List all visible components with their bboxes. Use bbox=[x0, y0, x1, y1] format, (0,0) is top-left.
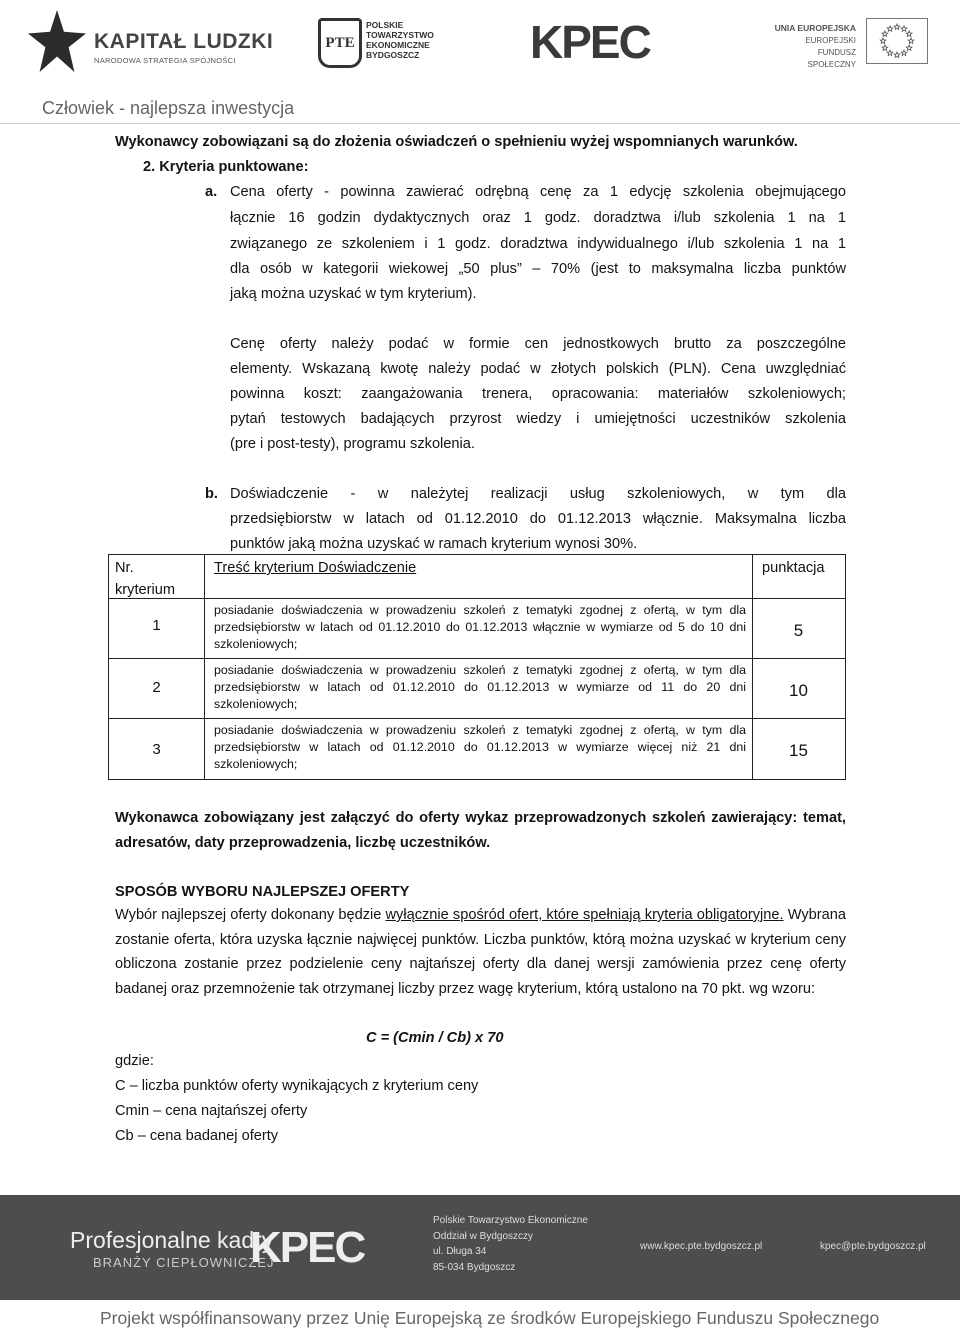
item-a-label: a. bbox=[205, 184, 218, 200]
eu-star-icon bbox=[882, 31, 888, 36]
table-header-tresc: Treść kryterium Doświadczenie bbox=[214, 560, 417, 576]
item-b-line: Doświadczenie - w należytej realizacji usług szkoleniowych, w tym dla bbox=[230, 486, 846, 502]
eu-star-icon bbox=[894, 24, 900, 29]
item-a-line: łącznie 16 godzin dydaktycznych oraz 1 godz. doradztwa i/lub szkolenia 1 na 1 bbox=[230, 210, 846, 226]
pte-text: POLSKIE TOWARZYSTWO EKONOMICZNE BYDGOSZCZ bbox=[366, 20, 434, 60]
eu-star-icon bbox=[906, 31, 912, 36]
eu-star-icon bbox=[887, 50, 893, 55]
eu-star-icon bbox=[880, 38, 886, 43]
kpec-logo: KPEC bbox=[530, 16, 650, 68]
table-header-punktacja: punktacja bbox=[762, 560, 825, 576]
footer-website[interactable]: www.kpec.pte.bydgoszcz.pl bbox=[640, 1241, 763, 1252]
table-row-divider bbox=[109, 658, 845, 659]
table-header-nr-line1: Nr. bbox=[115, 560, 134, 576]
price-line: pytań testowych badających przyrost wiedzy i umiejętności uczestników szkolenia bbox=[230, 411, 846, 427]
eu-line2: EUROPEJSKI FUNDUSZ SPOŁECZNY bbox=[805, 36, 856, 69]
item-b-label: b. bbox=[205, 486, 218, 502]
footer-project-note: Projekt współfinansowany przez Unię Europejską ze środków Europejskiego Funduszu Społecznego bbox=[100, 1308, 880, 1328]
selection-underlined: wyłącznie spośród ofert, które spełniają kryteria obligatoryjne. bbox=[385, 907, 784, 923]
eu-star-icon bbox=[908, 38, 914, 43]
table-row-nr: 1 bbox=[152, 617, 161, 634]
kapital-ludzki-subtitle: NARODOWA STRATEGIA SPÓJNOŚCI bbox=[94, 56, 236, 65]
table-row-divider bbox=[109, 598, 845, 599]
where-label: gdzie: bbox=[115, 1053, 154, 1069]
eu-star-icon bbox=[901, 50, 907, 55]
table-row-text: posiadanie doświadczenia w prowadzeniu szkoleń z tematyki zgodnej z ofertą, w tym dla przedsiębiorstw w latach od 01.12.2010 do 01.12.2013 w wymiarze więcej niż 21 dni szkoleniowych; bbox=[214, 723, 746, 771]
table-header-nr-line2: kryterium bbox=[115, 582, 175, 598]
footer-address: Polskie Towarzystwo Ekonomiczne Oddział w Bydgoszczy ul. Długa 34 85-034 Bydgoszcz bbox=[433, 1215, 588, 1273]
selection-rest: Wybrana zostanie oferta, która uzyska łącznie najwięcej punktów. Liczba punktów, którą można uzyskać w kryterium ceny obliczona zostanie przez podzielenie ceny najtańszej oferty dla danej wersji zamówienia przez cenę oferty badanej oraz przemnożenie tak otrzymanej liczby przez wagę kryterium, którą ustalono na 70 pkt. wg wzoru: bbox=[115, 907, 846, 997]
table-row-nr: 3 bbox=[152, 741, 161, 758]
footer-brand: Profesjonalne kadry bbox=[70, 1227, 274, 1253]
table-row-points: 10 bbox=[789, 681, 808, 700]
price-line: elementy. Wskazaną kwotę należy podać w złotych polskich (PLN). Cena uwzględniać bbox=[230, 361, 846, 377]
item-a-line: Cena oferty - powinna zawierać odrębną cenę za 1 edycję szkolenia obejmującego bbox=[230, 184, 846, 200]
eu-flag-icon bbox=[866, 18, 928, 64]
table-col-divider bbox=[204, 555, 205, 779]
table-row-nr: 2 bbox=[152, 679, 161, 696]
item-b-line: punktów jaką można uzyskać w ramach kryterium wynosi 30%. bbox=[230, 536, 638, 552]
eu-line1: UNIA EUROPEJSKA bbox=[774, 23, 856, 33]
pte-logo bbox=[318, 18, 468, 68]
definition-c: C – liczba punktów oferty wynikających z kryterium ceny bbox=[115, 1078, 479, 1094]
footer-kpec-logo: KPEC bbox=[250, 1223, 365, 1272]
price-line: powinna koszt: zaangażowania trenera, opracowania: materiałów szkoleniowych; bbox=[230, 386, 846, 402]
kapital-ludzki-title: KAPITAŁ LUDZKI bbox=[94, 30, 274, 53]
selection-start: Wybór najlepszej oferty dokonany będzie bbox=[115, 907, 386, 923]
item-b-line: przedsiębiorstw w latach od 01.12.2010 do 01.12.2013 włącznie. Maksymalna liczba bbox=[230, 511, 846, 527]
formula: C = (Cmin / Cb) x 70 bbox=[366, 1030, 504, 1046]
criteria-table bbox=[108, 554, 846, 780]
item-a-line: związanego ze szkoleniem i 1 godz. doradztwa indywidualnego i/lub szkolenia 1 na 1 bbox=[230, 236, 846, 252]
eu-star-icon bbox=[887, 26, 893, 31]
intro-text: Wykonawcy zobowiązani są do złożenia oświadczeń o spełnieniu wyżej wspomnianych warunków. bbox=[115, 134, 798, 150]
eu-star-icon bbox=[894, 52, 900, 57]
table-header-nr bbox=[115, 557, 175, 601]
table-row-points: 15 bbox=[789, 741, 808, 760]
kapital-ludzki-logo bbox=[28, 8, 274, 78]
item-a-line: dla osób w kategorii wiekowej „50 plus” – 70% (jest to maksymalna liczba punktów bbox=[230, 261, 846, 277]
table-row-text: posiadanie doświadczenia w prowadzeniu szkoleń z tematyki zgodnej z ofertą, w tym dla przedsiębiorstw w latach od 01.12.2010 do 01.12.2013 w wymiarze od 11 do 20 dni szkoleniowych; bbox=[214, 663, 746, 711]
price-line: (pre i post-testy), programu szkolenia. bbox=[230, 436, 475, 452]
eu-star-icon bbox=[882, 45, 888, 50]
star-icon bbox=[28, 10, 86, 72]
eu-star-icon bbox=[901, 26, 907, 31]
footer-brand-sub: BRANŻY CIEPŁOWNICZEJ bbox=[93, 1255, 275, 1270]
header-divider bbox=[0, 123, 960, 124]
section-2-heading: 2. Kryteria punktowane: bbox=[143, 159, 309, 175]
requirement-text: Wykonawca zobowiązany jest załączyć do oferty wykaz przeprowadzonych szkoleń zawierający: temat, adresatów, daty przeprowadzenia, liczbę uczestników. bbox=[115, 810, 846, 851]
price-line: Cenę oferty należy podać w formie cen jednostkowych brutto za poszczególne bbox=[230, 336, 846, 352]
footer-email[interactable]: kpec@pte.bydgoszcz.pl bbox=[820, 1241, 926, 1252]
selection-title: SPOSÓB WYBORU NAJLEPSZEJ OFERTY bbox=[115, 884, 410, 900]
tagline: Człowiek - najlepsza inwestycja bbox=[42, 98, 295, 118]
table-row-text: posiadanie doświadczenia w prowadzeniu szkoleń z tematyki zgodnej z ofertą, w tym dla przedsiębiorstw w latach od 01.12.2010 do 01.12.2013 włącznie w wymiarze od 5 do 10 dni szkoleniowych; bbox=[214, 603, 746, 651]
footer-band bbox=[0, 1195, 960, 1300]
selection-paragraph bbox=[115, 903, 846, 1001]
table-row-points: 5 bbox=[793, 621, 804, 640]
pte-mark: PTE bbox=[318, 18, 362, 68]
eu-logo bbox=[770, 18, 935, 69]
item-a-line: jaką można uzyskać w tym kryterium). bbox=[230, 286, 477, 302]
eu-text bbox=[770, 22, 856, 71]
table-row-divider bbox=[109, 718, 845, 719]
definition-cmin: Cmin – cena najtańszej oferty bbox=[115, 1103, 308, 1119]
eu-star-icon bbox=[906, 45, 912, 50]
definition-cb: Cb – cena badanej oferty bbox=[115, 1128, 279, 1144]
